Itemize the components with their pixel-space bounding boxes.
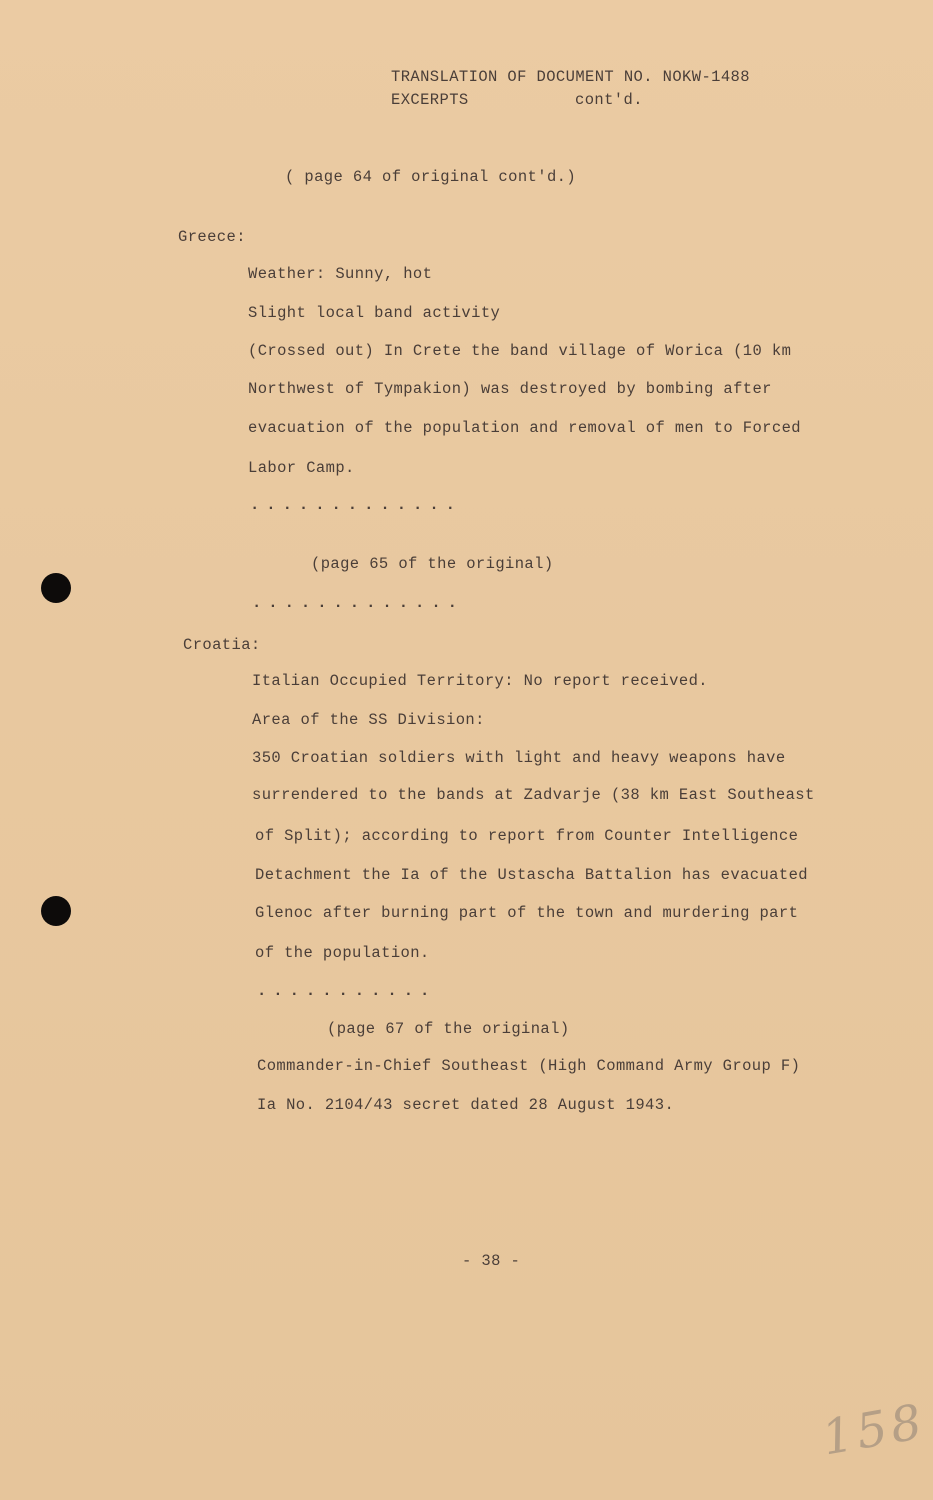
greece-line: evacuation of the population and removal of men to Forced [248, 419, 801, 437]
reference-line: Ia No. 2104/43 secret dated 28 August 1943. [257, 1096, 675, 1114]
handwritten-page-number: 158 [817, 1393, 930, 1467]
croatia-line: Glenoc after burning part of the town and murdering part [255, 904, 799, 922]
croatia-line: 350 Croatian soldiers with light and heavy weapons have [252, 749, 786, 767]
croatia-line: of the population. [255, 944, 430, 962]
croatia-line: Area of the SS Division: [252, 711, 485, 729]
page-65-note: (page 65 of the original) [311, 555, 554, 573]
page-67-note: (page 67 of the original) [327, 1020, 570, 1038]
croatia-heading: Croatia: [183, 636, 261, 654]
greece-line: Labor Camp. [248, 459, 355, 477]
punch-hole-bottom [41, 896, 71, 926]
greece-line: (Crossed out) In Crete the band village of Worica (10 km [248, 342, 792, 360]
commander-line: Commander-in-Chief Southeast (High Command Army Group F) [257, 1057, 801, 1075]
croatia-line: of Split); according to report from Counter Intelligence [255, 827, 799, 845]
croatia-line: Detachment the Ia of the Ustascha Battalion has evacuated [255, 866, 808, 884]
header-contd: cont'd. [575, 91, 643, 109]
greece-heading: Greece: [178, 228, 246, 246]
punch-hole-top [41, 573, 71, 603]
greece-line: Slight local band activity [248, 304, 501, 322]
ellipsis-separator: ............. [250, 496, 462, 514]
croatia-line: Italian Occupied Territory: No report received. [252, 672, 708, 690]
ellipsis-separator: ............. [252, 594, 464, 612]
croatia-line: surrendered to the bands at Zadvarje (38 km East Southeast [252, 786, 815, 804]
page-number: - 38 - [462, 1252, 521, 1270]
ellipsis-separator: ........... [257, 982, 437, 1000]
greece-line: Weather: Sunny, hot [248, 265, 433, 283]
page-64-note: ( page 64 of original cont'd.) [285, 168, 577, 186]
header-title: TRANSLATION OF DOCUMENT NO. NOKW-1488 [391, 68, 750, 86]
greece-line: Northwest of Tympakion) was destroyed by bombing after [248, 380, 772, 398]
header-excerpts: EXCERPTS [391, 91, 469, 109]
